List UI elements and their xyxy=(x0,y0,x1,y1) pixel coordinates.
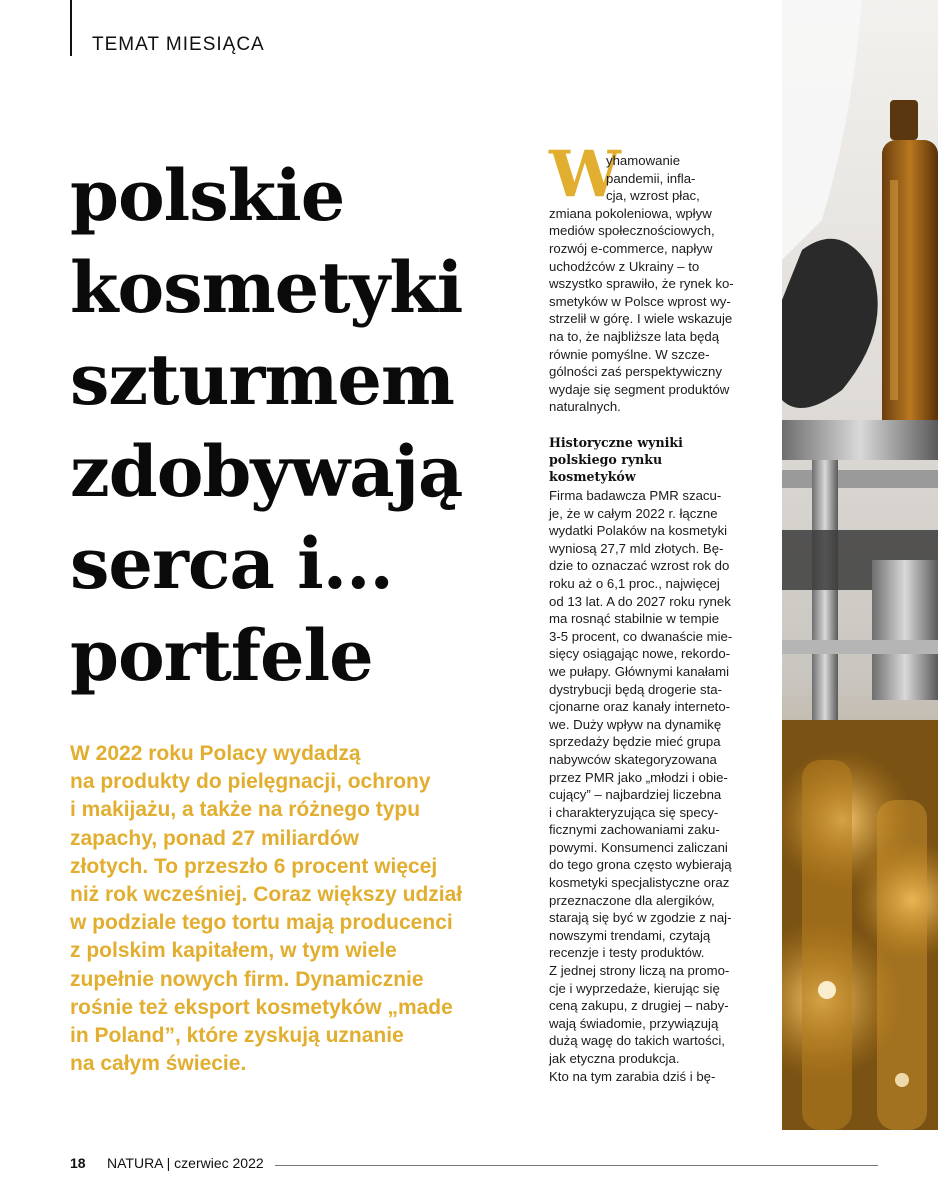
section-line: cje i wyprzedaże, kierując się xyxy=(549,980,720,996)
lead-line: z polskim kapitałem, w tym wiele xyxy=(70,939,397,963)
section-line: przeznaczone dla alergików, xyxy=(549,892,715,908)
headline-line: zdobywają xyxy=(70,430,463,513)
section-line: sprzedaży będzie mieć grupa xyxy=(549,734,721,750)
lead-line: niż rok wcześniej. Coraz większy udział xyxy=(70,883,463,907)
headline-line: kosmetyki xyxy=(70,246,463,329)
cosmetics-production-photo xyxy=(782,0,938,1130)
subheading xyxy=(549,434,754,485)
intro-line: smetyków w Polsce wprost wy- xyxy=(549,293,731,309)
section-line: i charakteryzująca się specy- xyxy=(549,804,719,820)
section-line: kosmetyki specjalistyczne oraz xyxy=(549,875,730,891)
intro-line: rozwój e-commerce, napływ xyxy=(549,240,713,256)
section-line: cjonarne oraz kanały interneto- xyxy=(549,699,731,715)
intro-line: wydaje się segment produktów xyxy=(549,381,730,397)
intro-line: na to, że najbliższe lata będą xyxy=(549,328,720,344)
intro-line: gólności zaś perspektywiczny xyxy=(549,364,722,380)
lead-line: złotych. To przeszło 6 procent więcej xyxy=(70,854,438,878)
intro-line: pandemii, infla- xyxy=(606,170,696,186)
footer-rule xyxy=(275,1165,878,1166)
intro-line: cja, wzrost płac, xyxy=(606,188,700,204)
section-line: wyniosą 27,7 mld złotych. Bę- xyxy=(549,540,724,556)
intro-text xyxy=(549,152,754,416)
drop-cap: W xyxy=(549,137,621,212)
section-line: starają się być w zgodzie z naj- xyxy=(549,910,732,926)
lead-line: i makijażu, a także na różnego typu xyxy=(70,798,421,822)
section-line: wają świadomie, przywiązują xyxy=(549,1015,719,1031)
headline-line: polskie xyxy=(70,154,345,237)
section-line: przez PMR jako „młodzi i obie- xyxy=(549,769,728,785)
subheading-line: polskiego rynku xyxy=(549,452,663,467)
subheading-line: kosmetyków xyxy=(549,469,636,484)
section-line: dzie to oznaczać wzrost rok do xyxy=(549,558,730,574)
section-line: Z jednej strony liczą na promo- xyxy=(549,963,730,979)
section-line: ficznymi zachowaniami zaku- xyxy=(549,822,720,838)
section-line: dystrybucji będą drogerie sta- xyxy=(549,681,722,697)
section-line: je, że w całym 2022 r. łączne xyxy=(549,505,718,521)
section-line: roku aż o 6,1 proc., najwięcej xyxy=(549,575,720,591)
section-text xyxy=(549,487,754,1085)
intro-line: uchodźców z Ukrainy – to xyxy=(549,258,700,274)
section-line: od 13 lat. A do 2027 roku rynek xyxy=(549,593,731,609)
section-line: we. Duży wpływ na dynamikę xyxy=(549,716,722,732)
section-rule xyxy=(70,0,72,56)
section-line: cujący” – najbardziej liczebna xyxy=(549,787,722,803)
section-line: 3-5 procent, co dwanaście mie- xyxy=(549,628,733,644)
intro-line: strzelił w górę. I wiele wskazuje xyxy=(549,311,733,327)
section-line: ceną zakupu, z drugiej – naby- xyxy=(549,998,729,1014)
lead-line: in Poland”, które zyskują uznanie xyxy=(70,1024,404,1048)
footer-separator: | xyxy=(166,1155,171,1171)
section-line: recenzje i testy produktów. xyxy=(549,945,705,961)
lead-line: W 2022 roku Polacy wydadzą xyxy=(70,742,361,765)
intro-line: yhamowanie xyxy=(606,153,681,168)
section-line: nowszymi trendami, czytają xyxy=(549,927,711,943)
headline xyxy=(70,150,540,702)
section-line: we pułapy. Głównymi kanałami xyxy=(549,663,730,679)
lead-line: na całym świecie. xyxy=(70,1052,247,1076)
section-line: powymi. Konsumenci zaliczani xyxy=(549,839,728,855)
intro-line: naturalnych. xyxy=(549,399,621,415)
section-line: nabywców skategoryzowana xyxy=(549,751,717,767)
subheading-line: Historyczne wyniki xyxy=(549,435,683,450)
headline-line: szturmem xyxy=(70,338,454,421)
lead-line: rośnie też eksport kosmetyków „made xyxy=(70,995,453,1019)
intro-line: mediów społecznościowych, xyxy=(549,223,715,239)
intro-line: zmiana pokoleniowa, wpływ xyxy=(549,205,712,221)
magazine-name: NATURA xyxy=(107,1155,163,1171)
footer-info xyxy=(107,1155,264,1171)
section-line: sięcy osiągając nowe, rekordo- xyxy=(549,646,731,662)
section-line: Kto na tym zarabia dziś i bę- xyxy=(549,1068,716,1084)
section-line: jak etyczna produkcja. xyxy=(549,1051,680,1066)
page-number: 18 xyxy=(70,1155,86,1171)
section-label: TEMAT MIESIĄCA xyxy=(92,34,265,55)
lead-line: zapachy, ponad 27 miliardów xyxy=(70,826,360,850)
headline-line: serca i... xyxy=(70,522,393,605)
issue-date: czerwiec 2022 xyxy=(174,1155,264,1171)
lead-line: zupełnie nowych firm. Dynamicznie xyxy=(70,967,424,991)
lead-paragraph xyxy=(70,740,490,1078)
section-line: wydatki Polaków na kosmetyki xyxy=(549,523,728,539)
headline-line: portfele xyxy=(70,614,373,697)
section-line: dużą wagę do takich wartości, xyxy=(549,1033,725,1049)
lead-line: w podziale tego tortu mają producenci xyxy=(70,911,453,935)
section-line: do tego grona często wybierają xyxy=(549,857,732,873)
intro-line: równie pomyślne. W szcze- xyxy=(549,346,710,362)
photo-illustration xyxy=(782,0,938,1130)
intro-line: wszystko sprawiło, że rynek ko- xyxy=(549,276,734,292)
section-line: Firma badawcza PMR szacu- xyxy=(549,488,722,503)
section-line: ma rosnąć stabilnie w tempie xyxy=(549,611,720,627)
lead-line: na produkty do pielęgnacji, ochrony xyxy=(70,770,431,794)
